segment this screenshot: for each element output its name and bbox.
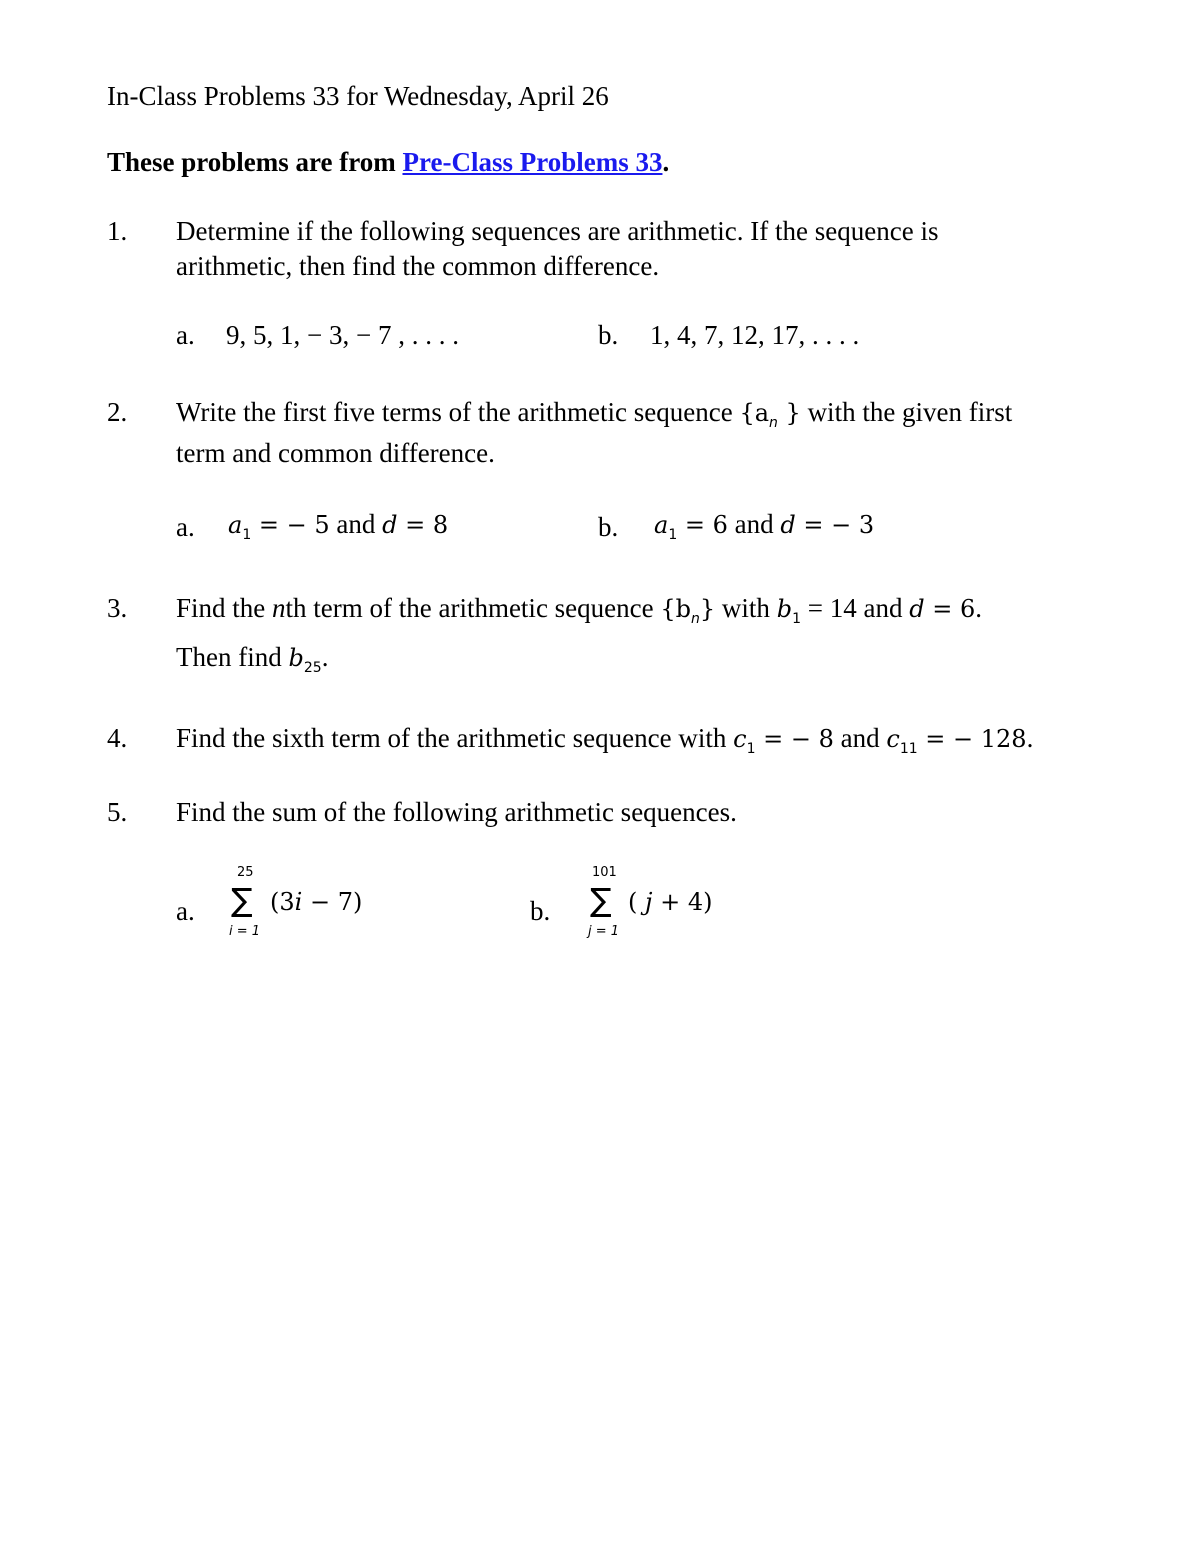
math-run: = 6: [677, 511, 728, 539]
part-b-expression: [654, 508, 874, 545]
math-var: d: [382, 511, 398, 539]
math-subscript: 11: [899, 741, 918, 757]
part-a-expression: [228, 508, 448, 545]
math-run: = 14: [800, 593, 857, 623]
text-run: th term of the arithmetic sequence: [285, 593, 661, 623]
part-label: a.: [176, 512, 195, 542]
text-run: Then find: [176, 642, 289, 672]
part-label: b.: [530, 896, 551, 926]
math-var: b: [288, 644, 304, 672]
math-run: = − 5: [251, 511, 330, 539]
math-var: j: [645, 888, 653, 916]
sequence-b: 1, 4, 7, 12, 17, . . . .: [650, 320, 860, 350]
math-var: c: [733, 725, 747, 753]
math-subscript: 1: [746, 741, 756, 757]
text-run: Find the sixth term of the arithmetic sequence with: [176, 723, 734, 753]
problem-text: arithmetic, then find the common difference.: [176, 251, 660, 281]
problem-text: [176, 396, 1012, 433]
math-subscript: 25: [303, 660, 322, 676]
math-run: (3: [270, 888, 295, 916]
sum-lower-limit: j = 1: [588, 924, 620, 939]
math-subscript: 1: [242, 527, 252, 543]
math-subscript: 1: [668, 527, 678, 543]
text-run: and: [727, 509, 781, 539]
text-run: and: [833, 723, 887, 753]
problem-number: 5.: [107, 797, 128, 827]
text-run: and: [329, 509, 383, 539]
math-run: = 8: [397, 511, 449, 539]
math-subscript: n: [769, 415, 778, 431]
math-subscript: 1: [792, 611, 801, 627]
math-var: d: [780, 511, 796, 539]
part-label: b.: [598, 320, 619, 350]
sum-upper-limit: 25: [237, 865, 254, 880]
sum-lower-limit: i = 1: [229, 924, 261, 939]
problem-number: 4.: [107, 723, 128, 753]
math-var: i: [294, 888, 303, 916]
math-run: = − 3: [795, 511, 875, 539]
problem-text: term and common difference.: [176, 438, 495, 468]
summation-sign: ∑: [231, 881, 253, 919]
part-label: b.: [598, 512, 619, 542]
part-label: a.: [176, 896, 195, 926]
math-var: c: [886, 725, 900, 753]
math-run: = − 128: [917, 725, 1027, 753]
math-var: n: [272, 593, 286, 623]
sum-expression: [270, 887, 362, 917]
part-label: a.: [176, 320, 195, 350]
math-run: = 6: [924, 595, 976, 623]
text-run: and: [856, 593, 910, 623]
math-run: }: [777, 399, 801, 427]
problem-number: 1.: [107, 216, 128, 246]
sequence-notation: [739, 399, 801, 431]
intro-prefix: These problems are from: [107, 147, 403, 177]
text-run: with: [715, 593, 777, 623]
pre-class-problems-link[interactable]: Pre-Class Problems 33: [402, 147, 663, 177]
intro-line: [107, 146, 669, 180]
math-subscript: n: [691, 611, 700, 627]
math-run: }: [699, 595, 716, 623]
sum-upper-limit: 101: [592, 865, 617, 880]
text-run: with the given first: [800, 397, 1013, 427]
problem-number: 2.: [107, 397, 128, 427]
problem-text: [176, 722, 1033, 759]
math-run: − 7): [302, 888, 363, 916]
problem-text: Determine if the following sequences are arithmetic. If the sequence is: [176, 216, 939, 246]
math-run: + 4): [652, 888, 713, 916]
text-run: Find the: [176, 593, 273, 623]
math-run: = − 8: [755, 725, 834, 753]
sequence-a: 9, 5, 1, − 3, − 7 , . . . .: [226, 320, 459, 350]
math-var: a: [654, 511, 669, 539]
text-run: .: [1026, 723, 1034, 753]
math-var: b: [776, 595, 793, 623]
math-run: (: [628, 888, 645, 916]
math-var: d: [909, 595, 925, 623]
math-var: a: [228, 511, 243, 539]
math-run: {a: [739, 399, 770, 427]
text-run: Write the first five terms of the arithmetic sequence: [176, 397, 740, 427]
text-run: .: [975, 593, 982, 623]
problem-text: Find the sum of the following arithmetic sequences.: [176, 797, 737, 827]
page-title: In-Class Problems 33 for Wednesday, April 26: [107, 81, 609, 111]
problem-number: 3.: [107, 593, 128, 623]
sequence-notation: [660, 595, 716, 627]
summation-sign: ∑: [590, 881, 612, 919]
math-run: {b: [660, 595, 692, 623]
text-run: .: [321, 642, 329, 672]
problem-text: [176, 592, 982, 629]
sum-expression: [628, 887, 712, 917]
problem-text: [176, 641, 328, 678]
intro-suffix: .: [662, 147, 670, 177]
